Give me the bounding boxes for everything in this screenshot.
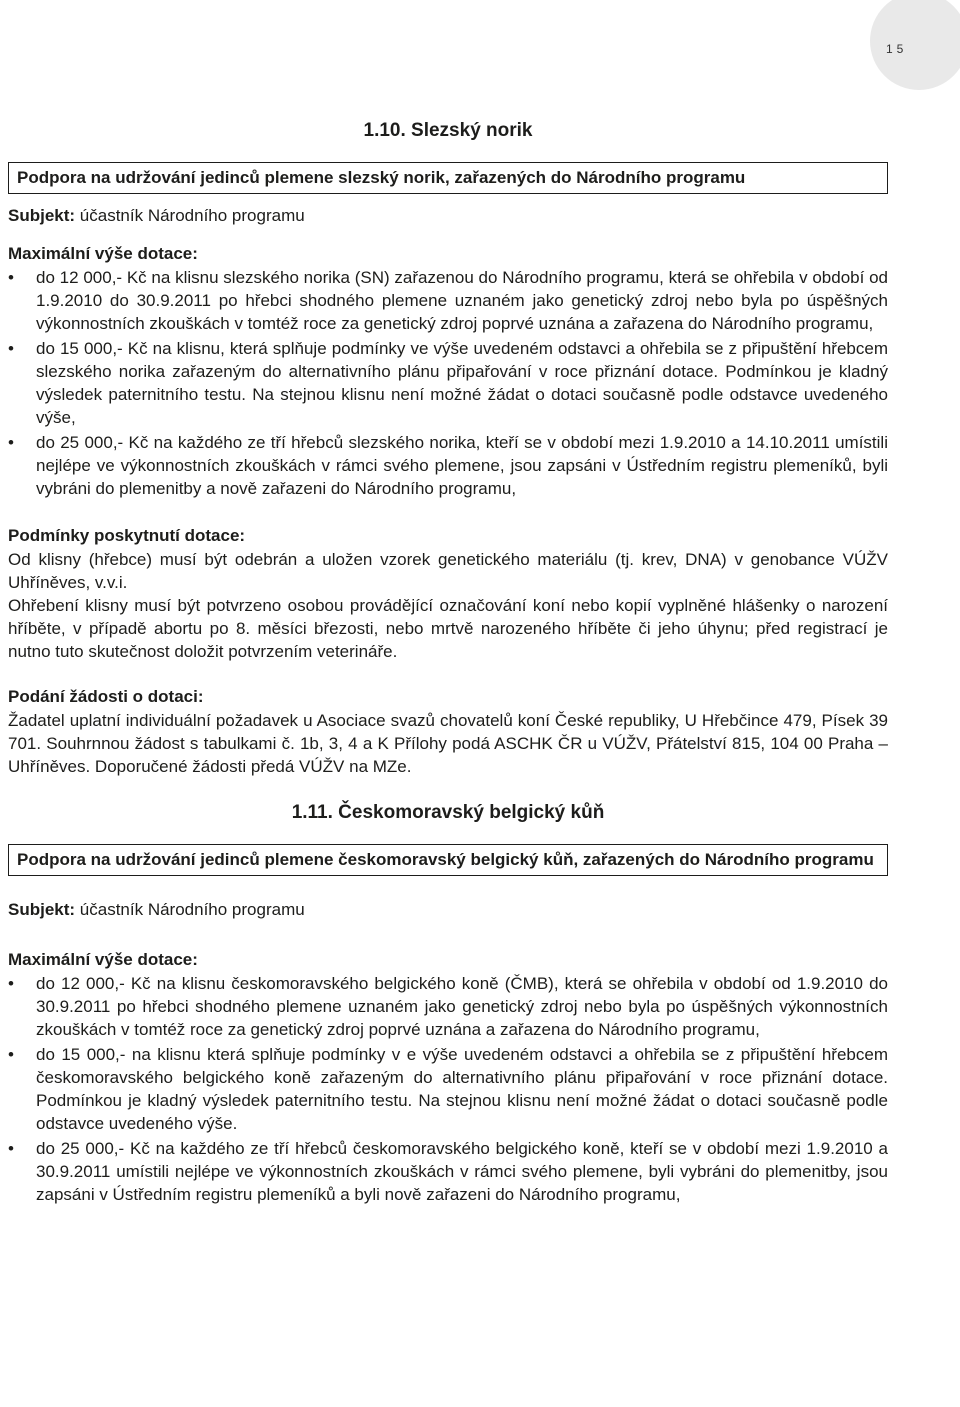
list-item: • do 12 000,- Kč na klisnu slezského norika (SN) zařazenou do Národního programu, která se ohřebila v období od 1.9.2010 do 30.9.2011 po hřebci shodného plemene uznaném jako genetický zdroj nebo byla po úspěšných výkonnostních zkouškách v tomtéž roce za genetický zdroj poprvé uznána a zařazena do Národního programu, (8, 266, 888, 335)
subject-label: Subjekt: (8, 206, 76, 225)
list-item: • do 15 000,- Kč na klisnu, která splňuje podmínky ve výše uvedeném odstavci a ohřebila se z připuštění hřebcem slezského norika zařazeným do alternativního plánu připařování v roce přiznání dotace. Podmínkou je kladný výsledek paternitního testu. Na stejnou klisnu není možné žádat o dotaci současně podle odstavce uvedeného výše, (8, 337, 888, 429)
max-amount-heading: Maximální výše dotace: (8, 950, 198, 969)
conditions-paragraph: Od klisny (hřebce) musí být odebrán a uložen vzorek genetického materiálu (tj. krev, DNA) v genobance VÚŽV Uhříněves, v.v.i. (8, 550, 888, 592)
section-title: 1.10. Slezský norik (363, 120, 533, 141)
page-number-badge (870, 0, 960, 90)
section-box-title: Podpora na udržování jedinců plemene českomoravský belgický kůň, zařazených do Národního programu (8, 844, 888, 876)
list-item: • do 12 000,- Kč na klisnu českomoravského belgického koně (ČMB), která se ohřebila v období od 1.9.2010 do 30.9.2011 po hřebci shodného plemene uznaném jako genetický zdroj nebo byla po úspěšných výkonnostních zkouškách v tomtéž roce za genetický zdroj poprvé uznána a zařazena do Národního programu, (8, 972, 888, 1041)
bullet-list (8, 266, 888, 500)
list-item: • do 25 000,- Kč na každého ze tří hřebců českomoravského belgického koně, kteří se v období mezi 1.9.2010 a 30.9.2011 umístili nejlépe ve výkonnostních zkouškách v rámci svého plemene, byli vybráni do plemenitby, jsou zapsáni v Ústředním registru plemeníků a byli nově zařazeni do Národního programu, (8, 1137, 888, 1206)
subject-value: účastník Národního programu (75, 206, 305, 225)
subject-line (8, 898, 888, 922)
bullet-list (8, 972, 888, 1206)
page-number: 15 (886, 42, 908, 56)
subject-line (8, 204, 888, 228)
section-box-title: Podpora na udržování jedinců plemene slezský norik, zařazených do Národního programu (8, 162, 888, 194)
subject-label: Subjekt: (8, 900, 76, 919)
subject-value: účastník Národního programu (75, 900, 305, 919)
conditions-heading: Podmínky poskytnutí dotace: (8, 526, 246, 545)
section-title: 1.11. Českomoravský belgický kůň (291, 802, 605, 823)
document-body (8, 118, 888, 1208)
list-item: • do 15 000,- na klisnu která splňuje podmínky v e výše uvedeném odstavci a ohřebila se z připuštění hřebcem českomoravského belgického koně zařazeným do alternativního plánu připařování v roce přiznání dotace. Podmínkou je kladný výsledek paternitního testu. Na stejnou klisnu není možné žádat o dotaci současně podle odstavce uvedeného výše. (8, 1043, 888, 1135)
max-amount-heading: Maximální výše dotace: (8, 244, 198, 263)
conditions-paragraph: Ohřebení klisny musí být potvrzeno osobou provádějící označování koní nebo kopií vyplněné hlášenky o narození hříběte, v případě abortu po 8. měsíci březosti, nebo mrtvě narozeného hříběte či jeho úhynu; před registrací je nutno tuto skutečnost doložit potvrzením veterináře. (8, 596, 888, 661)
list-item: • do 25 000,- Kč na každého ze tří hřebců slezského norika, kteří se v období mezi 1.9.2010 a 14.10.2011 umístili nejlépe ve výkonnostních zkouškách v rámci svého plemene, jsou zapsáni v Ústředním registru plemeníků, byli vybráni do plemenitby a nově zařazeni do Národního programu, (8, 431, 888, 500)
application-paragraph: Žadatel uplatní individuální požadavek u Asociace svazů chovatelů koní České republiky, U Hřebčince 479, Písek 39 701. Souhrnnou žádost s tabulkami č. 1b, 3, 4 a K Přílohy podá ASCHK ČR u VÚŽV, Přátelství 815, 104 00 Praha – Uhříněves. Doporučené žádosti předá VÚŽV na MZe. (8, 711, 888, 776)
application-heading: Podání žádosti o dotaci: (8, 687, 204, 706)
